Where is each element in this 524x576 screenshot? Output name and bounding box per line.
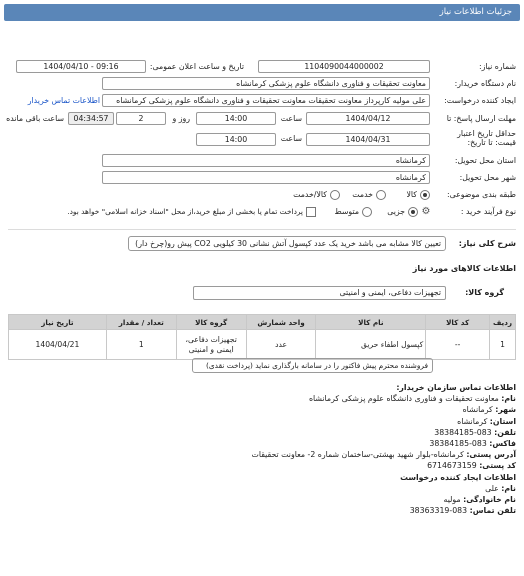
table-row — [9, 330, 516, 360]
address-value: کرمانشاه-بلوار شهید بهشتی-ساختمان شماره 2- معاونت تحقیقات — [251, 450, 464, 460]
requester-label: ایجاد کننده درخواست: — [444, 96, 516, 105]
org-value: معاونت تحقیقات و فناوری دانشگاه علوم پزشکی کرمانشاه — [308, 394, 499, 404]
buyer-contact-title: اطلاعات تماس سازمان خریدار: — [396, 383, 516, 392]
announce-date-field[interactable]: 1404/04/10 - 09:16 — [16, 60, 146, 73]
reply-time-label: ساعت — [280, 114, 302, 123]
treasury-payment-checkbox[interactable] — [306, 207, 316, 217]
reply-time-field[interactable]: 14:00 — [196, 112, 276, 125]
province-field[interactable]: کرمانشاه — [102, 154, 430, 167]
col-code: کد کالا — [426, 315, 490, 330]
last-label: نام خانوادگی: — [463, 495, 516, 505]
first-value: علی — [485, 483, 499, 493]
cell-group: تجهیزات دفاعی، ایمنی و امنیتی — [176, 330, 246, 360]
goods-group-box: تجهیزات دفاعی، ایمنی و امنیتی — [193, 286, 446, 300]
days-field[interactable]: 2 — [116, 112, 166, 125]
description-box: تعیین کالا مشابه می باشد خرید یک عدد کپسول آتش نشانی 30 کیلویی CO2 پیش رو(چرخ دار) — [128, 236, 446, 251]
category-radio-service[interactable] — [376, 190, 386, 200]
buyer-contact-postal — [8, 460, 516, 471]
goods-group-label: گروه کالا: — [465, 288, 504, 297]
cell-date: 1404/04/21 — [9, 330, 107, 360]
validity-label — [434, 129, 516, 147]
purchase-option-medium: متوسط — [334, 207, 359, 216]
need-number-label: شماره نیاز: — [478, 62, 516, 71]
requester-field[interactable]: علی مولیه کارپرداز معاونت تحقیقات معاونت تحقیقات و فناوری دانشگاه علوم پزشکی کرمانشاه — [102, 94, 430, 107]
category-option-service: خدمت — [352, 190, 373, 199]
validity-label-line2: قیمت: تا تاریخ: — [467, 138, 516, 147]
org-label: نام: — [501, 394, 516, 404]
goods-table-header — [9, 315, 516, 330]
divider — [8, 229, 516, 230]
province-value-c: کرمانشاه — [457, 416, 488, 426]
phone-label: تلفن: — [494, 427, 516, 437]
col-date: تاریخ نیاز — [9, 315, 107, 330]
postal-value: 6714673159 — [427, 461, 477, 471]
creator-phone — [8, 505, 516, 516]
phone-value: 083-38384185 — [434, 427, 492, 437]
category-option-goods: کالا — [406, 190, 417, 199]
first-label: نام: — [501, 483, 516, 493]
category-option-both: کالا/خدمت — [293, 190, 327, 199]
buyer-contact-org — [8, 393, 516, 404]
buyer-contact-fax — [8, 438, 516, 449]
need-details-panel — [8, 48, 516, 220]
cell-index: 1 — [490, 330, 516, 360]
col-group: گروه کالا — [176, 315, 246, 330]
row-requester — [8, 94, 516, 108]
purchase-type-label: نوع فرآیند خرید : — [460, 207, 516, 216]
row-purchase-type — [8, 205, 516, 219]
creator-contact-title: اطلاعات ایجاد کننده درخواست — [400, 472, 516, 482]
buyer-label: نام دستگاه خریدار: — [454, 79, 516, 88]
settings-icon: ⚙ — [421, 206, 431, 217]
category-radio-both[interactable] — [330, 190, 340, 200]
category-label: طبقه بندی موضوعی: — [447, 190, 516, 199]
cell-quantity: 1 — [106, 330, 176, 360]
creator-phone-label: تلفن تماس: — [469, 506, 516, 516]
creator-first — [8, 483, 516, 494]
buyer-contact-link[interactable]: اطلاعات تماس خریدار — [27, 96, 100, 105]
buyer-contact-phone — [8, 427, 516, 438]
city-label-c: شهر: — [495, 405, 516, 415]
description-label: شرح کلی نیاز: — [458, 239, 516, 248]
reply-date-field[interactable]: 1404/04/12 — [306, 112, 430, 125]
purchase-radio-minor[interactable] — [408, 207, 418, 217]
col-name: نام کالا — [316, 315, 426, 330]
seller-note: فروشنده محترم پیش فاکتور را در سامانه بارگذاری نماید (پرداخت نقدی) — [192, 358, 433, 373]
row-category — [8, 188, 516, 202]
row-city — [8, 171, 516, 185]
creator-last — [8, 494, 516, 505]
days-label: روز و — [172, 114, 190, 123]
creator-phone-value: 083-38363319 — [409, 506, 468, 516]
row-reply-deadline — [8, 112, 516, 126]
validity-time-label: ساعت — [280, 134, 302, 143]
last-value: مولیه — [443, 495, 461, 505]
fax-value: 083-38384185 — [429, 439, 487, 449]
province-label-c: استان: — [489, 416, 516, 426]
postal-label: کد پستی: — [479, 461, 516, 471]
goods-section-title: اطلاعات کالاهای مورد نیاز — [412, 264, 516, 273]
row-validity — [8, 128, 516, 150]
cell-unit: عدد — [246, 330, 316, 360]
address-label: آدرس پستی: — [466, 450, 516, 460]
col-index: ردیف — [490, 315, 516, 330]
col-unit: واحد شمارش — [246, 315, 316, 330]
row-province — [8, 154, 516, 168]
fax-label: فاکس: — [489, 439, 516, 449]
buyer-field[interactable]: معاونت تحقیقات و فناوری دانشگاه علوم پزشکی کرمانشاه — [102, 77, 430, 90]
cell-code: -- — [426, 330, 490, 360]
buyer-contact-city — [8, 404, 516, 415]
remaining-time-field: 04:34:57 — [68, 112, 114, 125]
city-value-c: کرمانشاه — [462, 405, 493, 415]
validity-time-field[interactable]: 14:00 — [196, 133, 276, 146]
province-label: استان محل تحویل: — [454, 156, 516, 165]
purchase-option-minor: جزیی — [387, 207, 405, 216]
col-quantity: تعداد / مقدار — [106, 315, 176, 330]
remaining-label: ساعت باقی مانده — [6, 114, 64, 123]
goods-table — [8, 314, 516, 360]
page-title: جزئیات اطلاعات نیاز — [4, 4, 520, 21]
treasury-payment-note: پرداخت تمام یا بخشی از مبلغ خرید،از محل "اسناد خزانه اسلامی" خواهد بود. — [67, 207, 303, 216]
row-need-number — [8, 60, 516, 74]
announce-date-label: تاریخ و ساعت اعلان عمومی: — [149, 62, 244, 71]
validity-label-line1: حداقل تاریخ اعتبار — [457, 129, 516, 138]
validity-date-field[interactable]: 1404/04/31 — [306, 133, 430, 146]
buyer-contact-province — [8, 416, 516, 427]
category-radio-goods[interactable] — [420, 190, 430, 200]
purchase-radio-medium[interactable] — [362, 207, 372, 217]
cell-name: کپسول اطفاء حریق — [316, 330, 426, 360]
contact-section — [8, 382, 516, 516]
city-label: شهر محل تحویل: — [459, 173, 516, 182]
row-buyer — [8, 77, 516, 91]
buyer-contact-address — [8, 449, 516, 460]
city-field[interactable]: کرمانشاه — [102, 171, 430, 184]
reply-deadline-label: مهلت ارسال پاسخ: تا — [446, 114, 516, 123]
need-number-field[interactable]: 1104090044000002 — [258, 60, 430, 73]
